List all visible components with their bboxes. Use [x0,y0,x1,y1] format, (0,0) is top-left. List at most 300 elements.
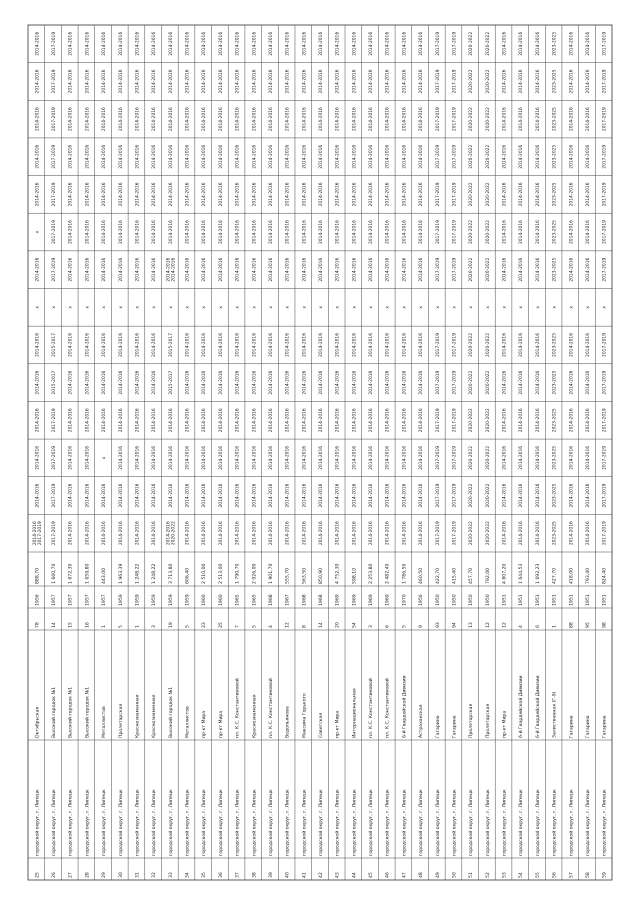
cell-schedule: 2015-2017 [168,370,174,395]
cell-schedule: x [85,306,91,309]
cell-house: 20 [335,622,341,628]
cell-schedule: 2014-2016 [569,220,575,245]
cell-schedule: 2014-2016 [135,107,141,132]
cell-addr: городской округ, г. Липецк [419,789,425,856]
cell-addr: городской округ, г. Липецк [102,789,108,856]
cell-schedule: 2014-2016 [68,332,74,357]
cell-addr: городской округ, г. Липецк [218,789,224,856]
cell-house: 3 [152,625,158,628]
cell-addr: городской округ, г. Липецк [252,789,258,856]
cell-addr: городской округ, г. Липецк [485,789,491,856]
cell-schedule: 2014-2016 [402,107,408,132]
cell-schedule: 2014-2016 [168,182,174,207]
cell-schedule: 2014-2016 [102,144,108,169]
cell-schedule: 2015-2017 [52,370,58,395]
cell-schedule: 2014-2016 [68,257,74,282]
cell-schedule: 2014-2016 [519,31,525,56]
cell-schedule: 2014-2016 [352,107,358,132]
cell-schedule: 2014-2016 [268,107,274,132]
cell-schedule: 2014-2016 [285,332,291,357]
cell-schedule: 2020-2022 [469,370,475,395]
cell-schedule: 2014-2016 [352,521,358,546]
cell-schedule: 2014-2016 [102,332,108,357]
cell-schedule: 2020-2022 [485,257,491,282]
cell-schedule: 2014-2016 [85,257,91,282]
cell-year: 1956 [35,594,41,606]
cell-schedule: x [268,306,274,309]
cell-schedule: 2014-2016 [419,107,425,132]
cell-schedule: 2014-2016 [519,182,525,207]
cell-schedule: 2014-2016 [168,483,174,508]
cell-schedule: 2014-2016 [335,370,341,395]
cell-schedule: 2023-2025 [552,69,558,94]
cell-schedule: 2014-2016 [152,31,158,56]
cell-schedule: 2014-2016 [402,483,408,508]
cell-schedule: 2014-2016 [168,107,174,132]
cell-schedule: 2014-2016 [302,220,308,245]
cell-house: 93 [435,622,441,628]
cell-n: 31 [135,872,141,878]
cell-street: Залиственная (Г-9) [552,691,558,738]
cell-schedule: 2014-2016 [118,69,124,94]
cell-year: 1951 [585,594,591,606]
cell-schedule: 2014-2016 [519,144,525,169]
cell-schedule: 2014-2016 [268,408,274,433]
cell-schedule: 2017-2019 [52,521,58,546]
cell-schedule: 2014-2016 [569,257,575,282]
cell-house: 4 [519,625,525,628]
cell-schedule: 2020-2022 [469,107,475,132]
cell-schedule: 2017-2019 [452,69,458,94]
cell-area: 4 752,30 [335,563,341,584]
cell-year: 1959 [152,594,158,606]
cell-n: 49 [435,872,441,878]
cell-year: 1951 [502,594,508,606]
cell-schedule: 2014-2016 [152,69,158,94]
cell-schedule: 2017-2019 [602,144,608,169]
cell-schedule: 2014-2016 [502,182,508,207]
cell-schedule: x [102,456,108,460]
cell-addr: городской округ, г. Липецк [519,789,525,856]
cell-schedule: 2014-2016 [352,220,358,245]
cell-area: 443,00 [102,567,108,584]
cell-year: 1959 [185,594,191,606]
cell-n: 44 [352,872,358,878]
cell-schedule: 2014-2016 [268,144,274,169]
cell-schedule: 2014-2016 [402,220,408,245]
cell-schedule: 2014-2016 [235,144,241,169]
cell-schedule: 2014-2016 [218,31,224,56]
cell-area: 793,40 [585,567,591,584]
cell-area: 2 513,00 [218,563,224,584]
cell-street: пр-кт Мира [502,710,508,738]
cell-schedule: 2014-2016 [419,257,425,282]
cell-schedule: 2014-2016 [369,445,375,470]
cell-street: 6-й Гвардейской Дивизии [535,675,541,738]
cell-house: 14 [319,622,324,628]
cell-schedule: 2014-2016 [218,370,224,395]
cell-schedule: 2017-2019 [52,107,58,132]
cell-schedule: 2014-2016 [218,220,224,245]
cell-street: 6-й Гвардейской Дивизии [402,675,408,738]
cell-schedule: 2017-2019 [37,521,43,546]
cell-schedule: 2014-2016 [352,31,358,56]
cell-schedule: 2020-2022 [469,445,475,470]
cell-addr: городской округ, г. Липецк [352,789,358,856]
cell-schedule: 2014-2016 [519,332,525,357]
cell-schedule: 2014-2016 [252,483,258,508]
cell-year: 1968 [302,594,308,606]
cell-schedule: 2020-2022 [469,483,475,508]
cell-street: Советская [319,712,324,738]
cell-area: 1 248,22 [135,563,141,584]
cell-schedule: 2014-2016 [152,220,158,245]
cell-schedule: 2014-2016 [252,445,258,470]
cell-schedule: 2014-2016 [585,257,591,282]
cell-schedule: 2014-2016 [152,182,158,207]
cell-year: 1950 [469,594,475,606]
cell-schedule: 2020-2022 [171,521,177,546]
cell-schedule: 2017-2019 [435,31,441,56]
cell-schedule: 2014-2016 [268,370,274,395]
cell-schedule: 2017-2019 [452,257,458,282]
cell-house: 13 [469,622,475,628]
cell-schedule: 2020-2022 [469,257,475,282]
cell-house: 23 [202,622,208,628]
cell-schedule: 2014-2016 [385,521,391,546]
cell-schedule: 2014-2016 [369,69,375,94]
cell-schedule: x [302,306,308,309]
cell-schedule: 2017-2019 [602,257,608,282]
cell-schedule: 2014-2016 [202,332,208,357]
cell-n: 28 [85,872,91,878]
cell-schedule: 2014-2016 [118,483,124,508]
cell-schedule: 2014-2016 [118,257,124,282]
cell-street: Высокий городок №1 [52,686,58,738]
cell-schedule: 2014-2016 [585,182,591,207]
cell-schedule: 2014-2016 [402,521,408,546]
cell-street: Интернациональная [352,688,358,738]
cell-schedule: x [118,306,124,309]
cell-schedule: 2014-2016 [319,31,324,56]
cell-schedule: 2014-2016 [319,220,324,245]
cell-n: 54 [519,872,525,878]
cell-addr: городской округ, г. Липецк [285,789,291,856]
cell-schedule: 2023-2025 [552,370,558,395]
cell-house: 94 [452,622,458,628]
cell-schedule: 2014-2016 [102,220,108,245]
cell-area: 1 248,22 [152,563,158,584]
cell-street: Гагарина [602,715,608,738]
cell-addr: городской округ, г. Липецк [502,789,508,856]
cell-area: 1 692,23 [535,563,541,584]
cell-area: 1 786,50 [402,563,408,584]
cell-schedule: 2014-2016 [68,69,74,94]
cell-schedule: 2014-2016 [102,483,108,508]
cell-schedule: 2014-2016 [569,483,575,508]
cell-schedule: 2014-2016 [535,107,541,132]
cell-schedule: 2014-2016 [369,483,375,508]
cell-schedule: 2014-2016 [569,370,575,395]
cell-schedule: 2014-2016 [285,69,291,94]
cell-schedule: 2014-2016 [268,483,274,508]
cell-schedule: 2017-2019 [435,521,441,546]
cell-schedule: 2020-2022 [485,408,491,433]
cell-schedule: 2014-2016 [502,521,508,546]
cell-schedule: 2014-2016 [85,182,91,207]
cell-area: 427,70 [552,567,558,584]
cell-schedule: 2014-2016 [35,182,41,207]
cell-schedule: 2014-2016 [218,483,224,508]
cell-schedule: 2014-2016 [419,408,425,433]
cell-schedule: 2014-2016 [35,408,41,433]
cell-schedule: 2014-2016 [502,483,508,508]
cell-schedule: 2017-2019 [452,182,458,207]
cell-schedule: 2014-2016 [68,144,74,169]
cell-schedule: 2014-2016 [185,445,191,470]
cell-schedule: 2014-2016 [135,69,141,94]
cell-schedule: 2014-2016 [319,370,324,395]
cell-schedule: 2017-2019 [52,69,58,94]
cell-street: Высокий городок №1 [85,686,91,738]
cell-year: 1968 [319,594,324,606]
cell-n: 57 [569,872,575,878]
cell-area: 1 660,70 [52,563,58,584]
cell-schedule: 2014-2016 [252,144,258,169]
cell-street: пр-кт Мира [202,710,208,738]
cell-n: 29 [102,872,108,878]
cell-schedule: 2014-2016 [235,332,241,357]
cell-schedule: 2014-2016 [385,107,391,132]
cell-n: 30 [118,872,124,878]
cell-schedule: 2014-2016 [152,257,158,282]
cell-schedule: 2014-2016 [369,408,375,433]
cell-n: 43 [335,872,341,878]
cell-schedule: 2014-2016 [102,370,108,395]
cell-schedule: 2014-2016 [218,69,224,94]
cell-addr: городской округ, г. Липецк [202,789,208,856]
cell-schedule: 2014-2016 [135,220,141,245]
cell-house: 5 [402,625,408,628]
cell-street: Металлистов [185,706,191,738]
cell-schedule: 2023-2025 [552,408,558,433]
cell-area: 888,70 [35,567,41,584]
cell-schedule: 2014-2016 [118,144,124,169]
cell-schedule: 2014-2016 [502,107,508,132]
cell-street: Краснознаменная [135,694,141,738]
cell-schedule: 2014-2016 [135,408,141,433]
cell-schedule: 2014-2016 [502,332,508,357]
cell-schedule: x [369,306,375,309]
cell-schedule: 2014-2016 [252,107,258,132]
cell-schedule: 2014-2016 [202,107,208,132]
cell-area: 457,70 [469,567,475,584]
cell-schedule: x [502,306,508,309]
cell-schedule: 2014-2016 [302,445,308,470]
cell-schedule: 2014-2016 [152,521,158,546]
cell-schedule: 2023-2025 [552,31,558,56]
cell-schedule: 2023-2025 [552,521,558,546]
cell-schedule: 2014-2016 [102,257,108,282]
cell-schedule: 2014-2016 [352,370,358,395]
cell-schedule: 2014-2016 [285,370,291,395]
cell-schedule: 2014-2016 [419,31,425,56]
cell-schedule: 2014-2016 [302,107,308,132]
cell-addr: городской округ, г. Липецк [452,789,458,856]
cell-schedule: 2017-2019 [52,144,58,169]
cell-area: 2 253,80 [369,563,375,584]
cell-schedule: 2014-2016 [102,521,108,546]
cell-schedule: 2014-2016 [502,257,508,282]
cell-schedule: 2020-2022 [469,521,475,546]
cell-schedule: 2014-2016 [252,408,258,433]
cell-schedule: x [552,306,558,309]
cell-schedule: 2014-2016 [419,445,425,470]
cell-year: 1950 [435,594,441,606]
cell-schedule: 2014-2016 [152,332,158,357]
cell-addr: городской округ, г. Липецк [569,789,575,856]
cell-year: 1969 [352,594,358,606]
cell-schedule: 2020-2022 [485,370,491,395]
cell-schedule: 2017-2019 [452,370,458,395]
cell-schedule: 2014-2016 [385,257,391,282]
cell-schedule: 2020-2022 [485,483,491,508]
cell-schedule: 2014-2016 [535,69,541,94]
cell-schedule: 2020-2022 [469,220,475,245]
cell-schedule: 2014-2016 [85,521,91,546]
cell-street: 6-й Гвардейской Дивизии [519,675,525,738]
cell-schedule: 2014-2016 [502,445,508,470]
cell-schedule: 2014-2016 [85,370,91,395]
cell-schedule: 2014-2016 [118,332,124,357]
cell-schedule: 2023-2025 [552,445,558,470]
cell-schedule: 2014-2016 [235,370,241,395]
cell-schedule: 2014-2016 [535,182,541,207]
cell-schedule: 2014-2016 [152,445,158,470]
cell-schedule: 2014-2016 [585,220,591,245]
cell-year: 1969 [385,594,391,606]
cell-schedule: 2014-2016 [285,182,291,207]
cell-schedule: 2014-2016 [385,182,391,207]
cell-schedule: 2014-2016 [385,31,391,56]
cell-schedule: 2014-2016 [419,144,425,169]
cell-schedule: 2014-2016 [285,521,291,546]
cell-schedule: 2014-2016 [85,220,91,245]
cell-n: 48 [419,872,425,878]
cell-schedule: 2014-2016 [352,144,358,169]
cell-street: Пролетарская [118,703,124,738]
cell-schedule: 2014-2016 [185,408,191,433]
cell-schedule: x [135,306,141,309]
cell-schedule: 2017-2019 [452,521,458,546]
cell-schedule: 2014-2016 [168,31,174,56]
cell-n: 32 [152,872,158,878]
cell-n: 59 [602,872,608,878]
cell-street: Гагарина [435,715,441,738]
cell-schedule: 2014-2016 [585,144,591,169]
cell-house: 7 [235,625,241,628]
cell-area: 4 807,20 [502,563,508,584]
cell-schedule: 2014-2016 [235,182,241,207]
cell-schedule: 2020-2022 [485,445,491,470]
cell-schedule: 2014-2016 [419,521,425,546]
cell-house: 19 [168,622,174,628]
cell-schedule: 2014-2016 [218,182,224,207]
cell-street: Высокий городок №1 [168,686,174,738]
cell-schedule: 2017-2019 [602,220,608,245]
cell-schedule: 2014-2016 [302,483,308,508]
cell-schedule: x [68,306,74,309]
cell-area: 1 644,53 [519,563,525,584]
cell-n: 38 [252,872,258,878]
cell-schedule: 2014-2016 [135,144,141,169]
cell-area: 2 482,40 [385,563,391,584]
cell-schedule: 2014-2016 [319,445,324,470]
cell-schedule: 2014-2016 [369,220,375,245]
cell-schedule: 2014-2016 [585,69,591,94]
cell-schedule: x [585,306,591,309]
cell-area: 2 026,00 [252,563,258,584]
cell-schedule: 2014-2016 [85,69,91,94]
cell-schedule: 2014-2016 [569,31,575,56]
cell-schedule: 2014-2016 [235,257,241,282]
cell-schedule: 2014-2016 [585,445,591,470]
cell-addr: городской округ, г. Липецк [152,789,158,856]
cell-addr: городской округ, г. Липецк [585,789,591,856]
cell-schedule: x [535,306,541,309]
cell-schedule: 2017-2019 [602,370,608,395]
cell-schedule: 2014-2016 [302,257,308,282]
cell-schedule: 2017-2019 [452,483,458,508]
cell-schedule: 2014-2016 [235,107,241,132]
cell-schedule: 2014-2016 [202,370,208,395]
cell-schedule: 2017-2019 [452,31,458,56]
cell-schedule: 2014-2016 [252,257,258,282]
cell-schedule: x [352,306,358,309]
cell-house: 14 [52,622,58,628]
cell-schedule: 2017-2019 [602,408,608,433]
cell-street: Максима Горького [302,693,308,738]
cell-area: 418,00 [569,567,575,584]
cell-schedule: 2014-2016 [268,257,274,282]
cell-n: 56 [552,872,558,878]
cell-area: 460,50 [419,567,425,584]
cell-schedule: x [435,306,441,309]
cell-schedule: 2017-2019 [435,257,441,282]
cell-schedule: 2020-2022 [485,31,491,56]
cell-schedule: 2014-2016 [268,521,274,546]
cell-area: 563,50 [302,567,308,584]
cell-year: 1967 [285,594,291,606]
cell-schedule: 2014-2016 [319,182,324,207]
cell-schedule: x [335,306,341,309]
cell-schedule: 2014-2016 [118,107,124,132]
cell-schedule: 2014-2016 [35,332,41,357]
cell-schedule: 2014-2016 [385,408,391,433]
cell-schedule: 2014-2016 [585,483,591,508]
cell-schedule: 2014-2016 [352,408,358,433]
cell-schedule: x [252,306,258,309]
cell-schedule: 2014-2016 [519,370,525,395]
cell-schedule: 2014-2016 [85,144,91,169]
cell-schedule: 2020-2022 [469,332,475,357]
cell-schedule: 2014-2016 [166,521,172,546]
cell-area: 1 901,70 [268,563,274,584]
cell-house: 9 [419,625,425,628]
cell-schedule: 2014-2016 [85,107,91,132]
cell-schedule: 2014-2016 [519,408,525,433]
cell-schedule: 2014-2016 [402,182,408,207]
